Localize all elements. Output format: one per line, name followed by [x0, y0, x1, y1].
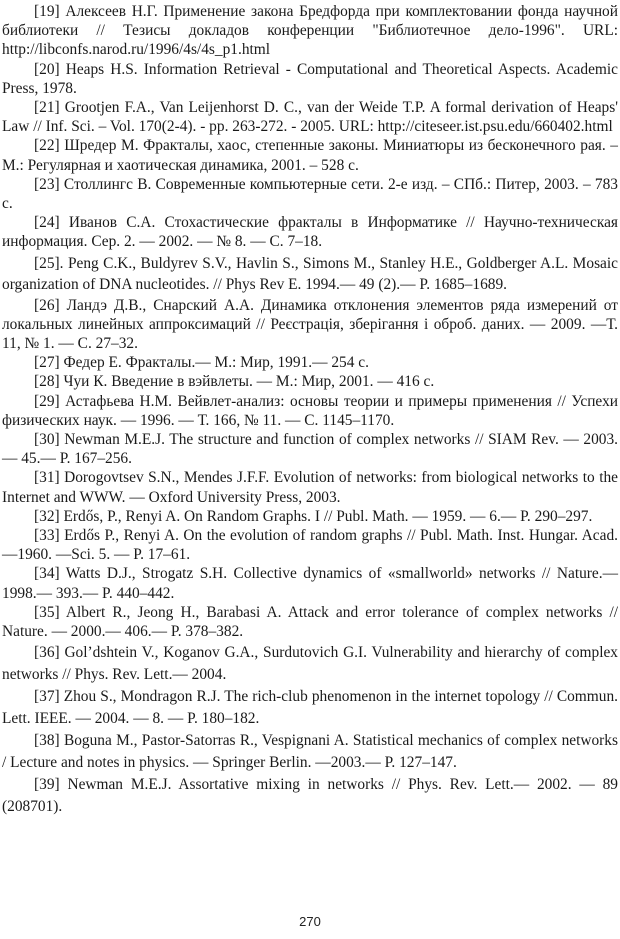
reference-23: [23] Столлингс В. Современные компьютерные сети. 2-е изд. – СПб.: Питер, 2003. – 783 с.: [2, 175, 618, 213]
reference-22: [22] Шредер М. Фракталы, хаос, степенные законы. Миниатюры из бесконечного рая. – М.: Регулярная и хаотическая динамика, 2001. – 528 с.: [2, 137, 618, 174]
reference-19: [19] Алексеев Н.Г. Применение закона Бредфорда при комплектовании фонда научной библиотеки // Тезисы докладов конференции "Библиотечное дело-1996". URL: http://libconfs.narod.ru/1996/4s/4s_p1.html: [2, 3, 618, 59]
reference-29: [29] Астафьева Н.М. Вейвлет-анализ: основы теории и примеры применения // Успехи физических наук. — 1996. — Т. 166, № 11. — С. 1145–1170.: [2, 392, 618, 429]
reference-36: [36] Gol’dshtein V., Koganov G.A., Surdutovich G.I. Vulnerability and hierarchy of complex networks // Phys. Rev. Lett.— 2004.: [2, 644, 618, 683]
reference-24: [24] Иванов С.А. Стохастические фракталы в Информатике // Научно-техническая информация. Сер. 2. — 2002. — № 8. — С. 7–18.: [2, 214, 618, 251]
reference-34: [34] Watts D.J., Strogatz S.H. Collective dynamics of «smallworld» networks // Nature.— 1998.— 393.— P. 440–442.: [2, 565, 618, 602]
reference-25: [25]. Peng C.K., Buldyrev S.V., Havlin S., Simons M., Stanley H.E., Goldberger A.L. Mosaic organization of DNA nucleotides. // Phys Rev E. 1994.— 49 (2).— P. 1685–1689.: [2, 254, 618, 294]
page-number: 270: [299, 914, 321, 929]
reference-20: [20] Heaps H.S. Information Retrieval - Computational and Theoretical Aspects. Academic Press, 1978.: [2, 60, 618, 97]
reference-33: [33] Erdős P., Renyi A. On the evolution of random graphs // Publ. Math. Inst. Hungar. Acad.—1960. —Sci. 5. — P. 17–61.: [2, 527, 618, 564]
reference-26: [26] Ландэ Д.В., Снарский А.А. Динамика отклонения элементов ряда измерений от локальных линейных аппроксимаций // Реєстрація, зберігання і оброб. даних. — 2009. —Т. 11, № 1. — С. 27–32.: [2, 296, 618, 353]
reference-35: [35] Albert R., Jeong H., Barabasi A. Attack and error tolerance of complex networks // Nature. — 2000.— 406.— P. 378–382.: [2, 603, 618, 641]
reference-39: [39] Newman M.E.J. Assortative mixing in networks // Phys. Rev. Lett.— 2002. — 89 (208701).: [2, 776, 618, 815]
reference-27: [27] Федер Е. Фракталы.— М.: Мир, 1991.— 254 с.: [34, 354, 369, 372]
reference-31: [31] Dorogovtsev S.N., Mendes J.F.F. Evolution of networks: from biological networks to the Internet and WWW. — Oxford University Press, 2003.: [2, 469, 618, 506]
reference-list: [2, 2, 618, 817]
reference-32: [32] Erdős, P., Renyi A. On Random Graphs. I // Publ. Math. — 1959. — 6.— P. 290–297.: [34, 507, 593, 525]
reference-38: [38] Boguna M., Pastor-Satorras R., Vespignani A. Statistical mechanics of complex networks / Lecture and notes in physics. — Springer Berlin. —2003.— P. 127–147.: [2, 732, 618, 771]
reference-37: [37] Zhou S., Mondragon R.J. The rich-club phenomenon in the internet topology // Commun. Lett. IEEE. — 2004. — 8. — P. 180–182.: [2, 688, 618, 727]
reference-28: [28] Чуи К. Введение в вэйвлеты. — М.: Мир, 2001. — 416 с.: [34, 373, 435, 391]
reference-21: [21] Grootjen F.A., Van Leijenhorst D. C., van der Weide T.P. A formal derivation of Heaps' Law // Inf. Sci. – Vol. 170(2-4). - pp. 263-272. - 2005. URL: http://citeseer.ist.psu.edu/660402.html: [2, 99, 618, 136]
reference-30: [30] Newman M.E.J. The structure and function of complex networks // SIAM Rev. — 2003. — 45.— P. 167–256.: [2, 431, 618, 468]
